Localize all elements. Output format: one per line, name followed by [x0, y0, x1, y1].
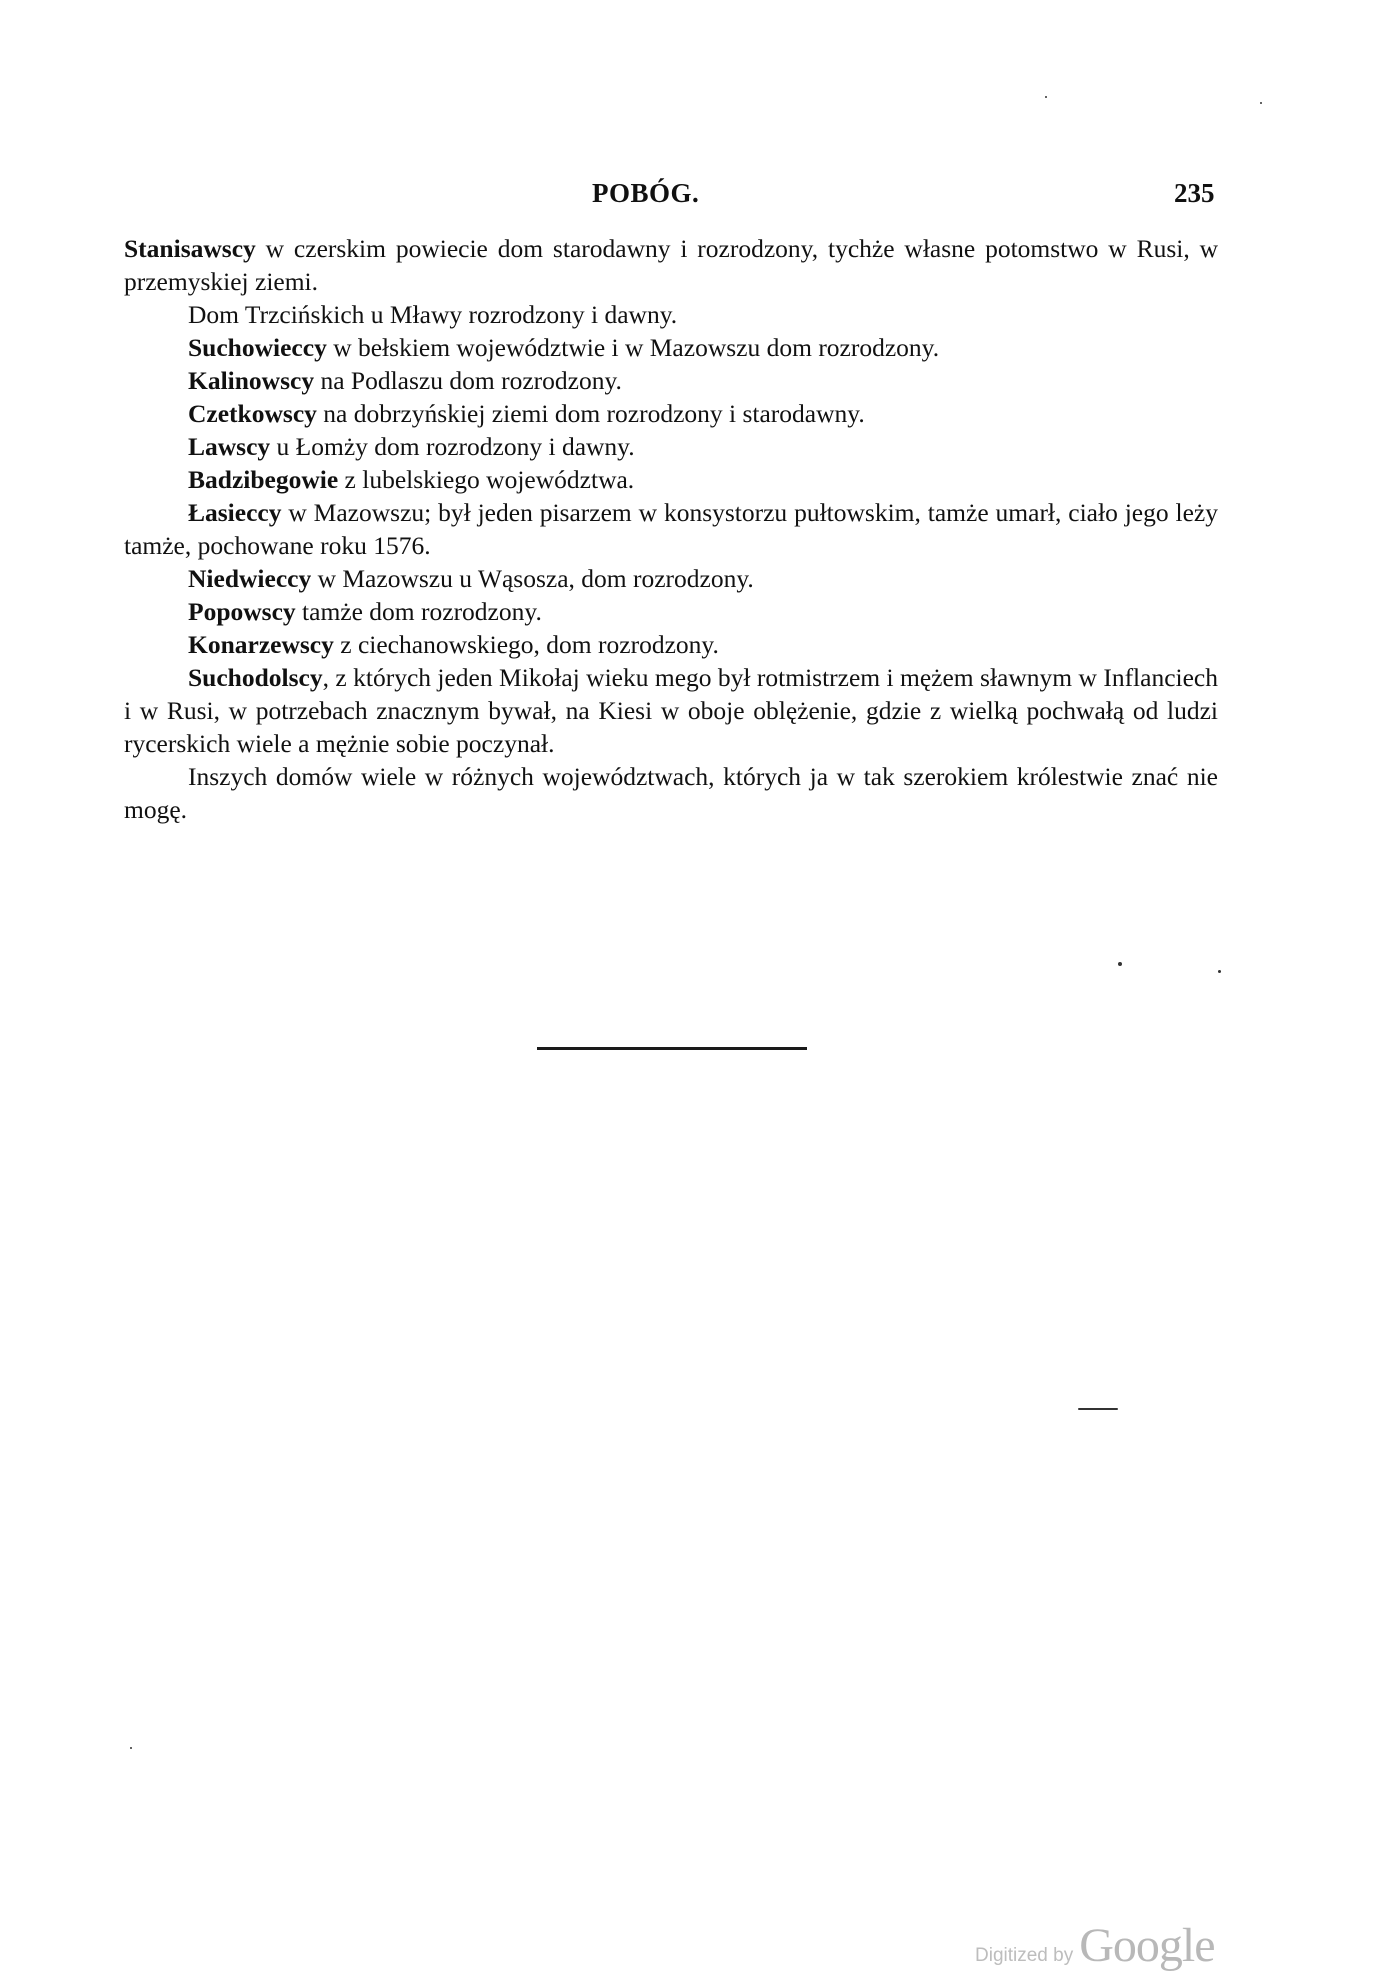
running-head: [0, 178, 1391, 214]
paragraph-text: na dobrzyńskiej ziemi dom rozrodzony i starodawny.: [316, 399, 865, 428]
family-name: Suchowieccy: [188, 333, 327, 362]
paragraph-text: u Łomży dom rozrodzony i dawny.: [270, 432, 635, 461]
paragraph: [124, 463, 1218, 496]
paragraph-text: w bełskiem województwie i w Mazowszu dom rozrodzony.: [326, 333, 940, 362]
paragraph: [124, 661, 1218, 760]
paragraph: [124, 331, 1218, 364]
family-name: Stanisawscy: [124, 234, 256, 263]
digitized-by-label: Digitized by: [975, 1945, 1074, 1966]
paragraph-text: tamże dom rozrodzony.: [295, 597, 542, 626]
paragraph: [124, 298, 1218, 331]
scan-speck: [1218, 970, 1221, 973]
family-name: Czetkowscy: [188, 399, 317, 428]
digitized-by-google-watermark: [975, 1918, 1215, 1972]
scan-speck: [1078, 1408, 1118, 1410]
paragraph: [124, 760, 1218, 826]
family-name: Badzibegowie: [188, 465, 339, 494]
page-number: 235: [1174, 178, 1215, 208]
scan-speck: [130, 1747, 132, 1749]
family-name: Popowscy: [188, 597, 296, 626]
paragraph: [124, 496, 1218, 562]
paragraph-text: Dom Trzcińskich u Mławy rozrodzony i dawny.: [188, 300, 678, 329]
family-name: Kalinowscy: [188, 366, 315, 395]
family-name: Niedwieccy: [188, 564, 312, 593]
family-name: Suchodolscy: [188, 663, 323, 692]
paragraph: [124, 628, 1218, 661]
paragraph-text: z ciechanowskiego, dom rozrodzony.: [333, 630, 719, 659]
paragraph: [124, 562, 1218, 595]
section-end-rule: [537, 1047, 807, 1050]
paragraph: [124, 397, 1218, 430]
google-logo: Google: [1079, 1919, 1215, 1972]
family-name: Lawscy: [188, 432, 271, 461]
paragraph-text: , z których jeden Mikołaj wieku mego był rotmistrzem i mężem sławnym w Inflanciech i w Rusi, w potrzebach znacznym bywał, na Kiesi w oboje oblężenie, gdzie z wielką pochwałą od ludzi rycerskich wiele a mężnie sobie poczynał.: [124, 663, 1218, 758]
body-text: [124, 232, 1218, 826]
running-title: POBÓG.: [592, 178, 700, 208]
paragraph-text: na Podlaszu dom rozrodzony.: [314, 366, 622, 395]
paragraph-text: Inszych domów wiele w różnych województwach, których ja w tak szerokiem królestwie znać nie mogę.: [124, 762, 1218, 824]
paragraph: [124, 232, 1218, 298]
paragraph-text: w Mazowszu u Wąsosza, dom rozrodzony.: [311, 564, 754, 593]
scan-speck: [1118, 962, 1122, 966]
family-name: Łasieccy: [188, 498, 282, 527]
scan-speck: [1260, 102, 1262, 104]
paragraph-text: w czerskim powiecie dom starodawny i rozrodzony, tychże własne potomstwo w Rusi, w przemyskiej ziemi.: [124, 234, 1218, 296]
paragraph: [124, 364, 1218, 397]
paragraph: [124, 430, 1218, 463]
paragraph: [124, 595, 1218, 628]
family-name: Konarzewscy: [188, 630, 334, 659]
scan-speck: [1045, 96, 1047, 98]
paragraph-text: z lubelskiego województwa.: [338, 465, 635, 494]
paragraph-text: w Mazowszu; był jeden pisarzem w konsystorzu pułtowskim, tamże umarł, ciało jego leży tamże, pochowane roku 1576.: [124, 498, 1218, 560]
